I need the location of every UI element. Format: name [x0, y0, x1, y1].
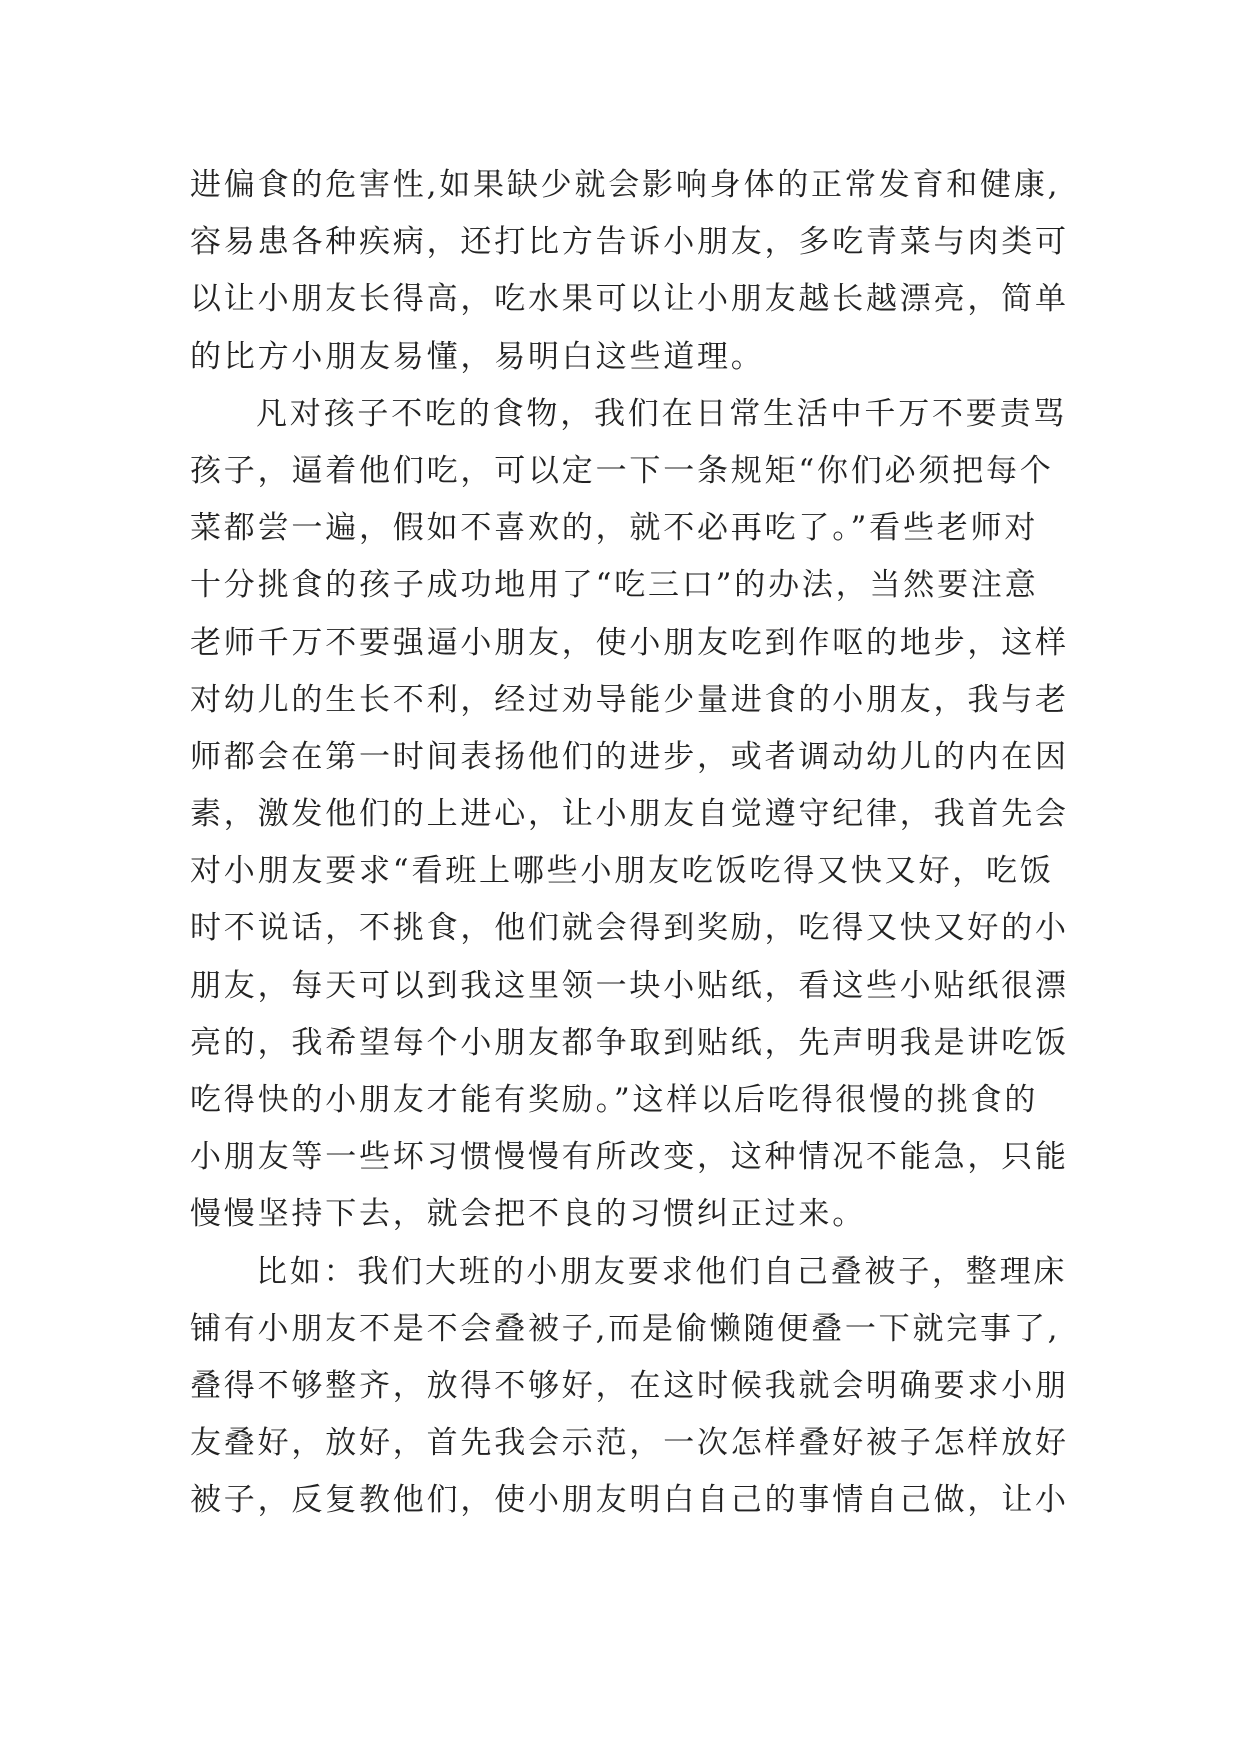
text-line-12: 素，激发他们的上进心，让小朋友自觉遵守纪律，我首先会 — [190, 796, 1069, 833]
text-line-7: 菜都尝一遍，假如不喜欢的，就不必再吃了。”看些老师对 — [190, 510, 1039, 547]
paragraph-start-line-2: 比如：我们大班的小朋友要求他们自己叠被子，整理床 — [256, 1253, 1068, 1290]
text-line-8: 十分挑食的孩子成功地用了“吃三口”的办法，当然要注意 — [190, 567, 1039, 604]
text-line-13: 对小朋友要求“看班上哪些小朋友吃饭吃得又快又好，吃饭 — [190, 853, 1054, 890]
paragraph-start-line: 凡对孩子不吃的食物，我们在日常生活中千万不要责骂 — [256, 395, 1068, 432]
text-line-1: 进偏食的危害性,如果缺少就会影响身体的正常发育和健康, — [190, 167, 1061, 203]
body-text — [190, 157, 1090, 1530]
text-line-21: 铺有小朋友不是不会叠被子,而是偷懒随便叠一下就完事了, — [190, 1310, 1061, 1347]
text-line-11: 师都会在第一时间表扬他们的进步，或者调动幼儿的内在因 — [190, 738, 1069, 775]
text-line-9: 老师千万不要强逼小朋友，使小朋友吃到作呕的地步，这样 — [190, 624, 1069, 661]
text-line-3: 以让小朋友长得高，吃水果可以让小朋友越长越漂亮，简单 — [190, 281, 1069, 318]
text-line-10: 对幼儿的生长不利，经过劝导能少量进食的小朋友，我与老 — [190, 681, 1069, 718]
text-line-19: 慢慢坚持下去，就会把不良的习惯纠正过来。 — [190, 1196, 866, 1233]
text-line-22: 叠得不够整齐，放得不够好，在这时候我就会明确要求小朋 — [190, 1367, 1069, 1404]
text-line-17: 吃得快的小朋友才能有奖励。”这样以后吃得很慢的挑食的 — [190, 1082, 1039, 1118]
text-line-14: 时不说话，不挑食，他们就会得到奖励，吃得又快又好的小 — [190, 910, 1069, 947]
text-line-23: 友叠好，放好，首先我会示范，一次怎样叠好被子怎样放好 — [190, 1425, 1069, 1462]
text-line-18: 小朋友等一些坏习惯慢慢有所改变，这种情况不能急，只能 — [190, 1139, 1069, 1176]
text-line-2: 容易患各种疾病，还打比方告诉小朋友，多吃青菜与肉类可 — [190, 224, 1069, 261]
text-line-6: 孩子，逼着他们吃，可以定一下一条规矩“你们必须把每个 — [190, 452, 1054, 489]
text-line-15: 朋友，每天可以到我这里领一块小贴纸，看这些小贴纸很漂 — [190, 967, 1069, 1004]
text-line-4: 的比方小朋友易懂，易明白这些道理。 — [190, 338, 765, 375]
text-line-16: 亮的，我希望每个小朋友都争取到贴纸，先声明我是讲吃饭 — [190, 1024, 1069, 1061]
text-line-24: 被子，反复教他们，使小朋友明白自己的事情自己做，让小 — [190, 1482, 1069, 1519]
